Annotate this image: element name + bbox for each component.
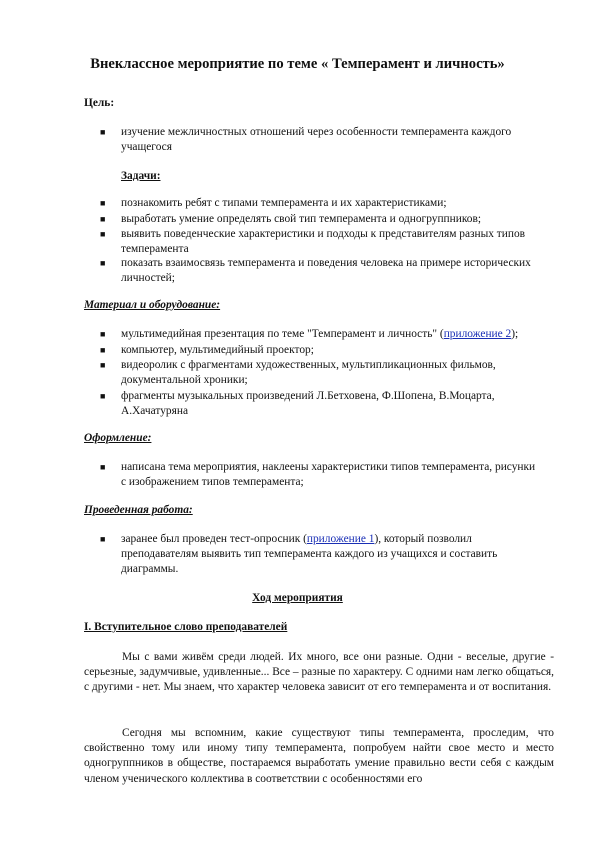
tasks-label: Задачи: [121, 170, 161, 182]
materials-item: ■ видеоролик с фрагментами художественных, мультипликационных фильмов, документальной хроники; [100, 359, 496, 387]
section-heading: I. Вступительное слово преподавателей [84, 621, 288, 633]
tasks-item: ■ выявить поведенческие характеристики и подходы к представителям разных типов темперамента [100, 228, 526, 256]
paragraph: Мы с вами живём среди людей. Их много, все они разные. Одни - веселые, другие - серьезные, задумчивые, удивленные... Все – разные по характеру. С одними нам легко общаться, с другими - нет. Мы знаем, что характер человека зависит от его темперамента и от воспитания. [84, 651, 554, 694]
work-label: Проведенная работа: [84, 504, 193, 516]
goal-item: ■ изучение межличностных отношений через особенности темперамента каждого учащегося [100, 126, 512, 154]
bullet-icon: ■ [100, 229, 106, 239]
bullet-icon: ■ [100, 329, 106, 339]
tasks-item: ■ познакомить ребят с типами темперамента и их характеристиками; [121, 196, 541, 211]
tasks-item: ■ выработать умение определять свой тип темперамента и одногруппников; [121, 212, 541, 227]
bullet-icon: ■ [100, 534, 106, 544]
bullet-icon: ■ [100, 198, 106, 208]
bullet-icon: ■ [100, 258, 106, 268]
goal-label: Цель: [84, 97, 115, 109]
materials-item: ■ мультимедийная презентация по теме "Темперамент и личность" (приложение 2); [121, 327, 541, 342]
materials-item: ■ компьютер, мультимедийный проектор; [121, 343, 541, 358]
design-item: ■ написана тема мероприятия, наклеены характеристики типов темперамента, рисунки с изображением типов темперамента; [100, 461, 536, 489]
course-heading: Ход мероприятия [252, 592, 343, 604]
bullet-icon: ■ [100, 345, 106, 355]
bullet-icon: ■ [100, 462, 106, 472]
tasks-item: ■ показать взаимосвязь темперамента и поведения человека на примере исторических личностей; [100, 257, 531, 285]
appendix-2-link[interactable]: приложение 2 [443, 328, 512, 340]
bullet-icon: ■ [100, 214, 106, 224]
document-title: Внеклассное мероприятие по теме « Темперамент и личность» [90, 56, 505, 72]
bullet-icon: ■ [100, 360, 106, 370]
design-label: Оформление: [84, 432, 152, 444]
materials-item: ■ фрагменты музыкальных произведений Л.Бетховена, Ф.Шопена, В.Моцарта, А.Хачатуряна [100, 390, 495, 418]
bullet-icon: ■ [100, 127, 106, 137]
materials-label: Материал и оборудование: [84, 299, 221, 311]
paragraph: Сегодня мы вспомним, какие существуют типы темперамента, проследим, что свойственно тому или иному типу темперамента, попробуем найти свое место и место одногруппников в обществе, постараемся выработать умение правильно вести себя с каждым членом ученического коллектива в соответствии с особенностями его [84, 727, 554, 785]
bullet-icon: ■ [100, 391, 106, 401]
appendix-1-link[interactable]: приложение 1 [306, 533, 375, 545]
work-item: ■ заранее был проведен тест-опросник (приложение 1), который позволил преподавателям выявить тип темперамента каждого из учащихся и составить диаграммы. [100, 533, 498, 576]
